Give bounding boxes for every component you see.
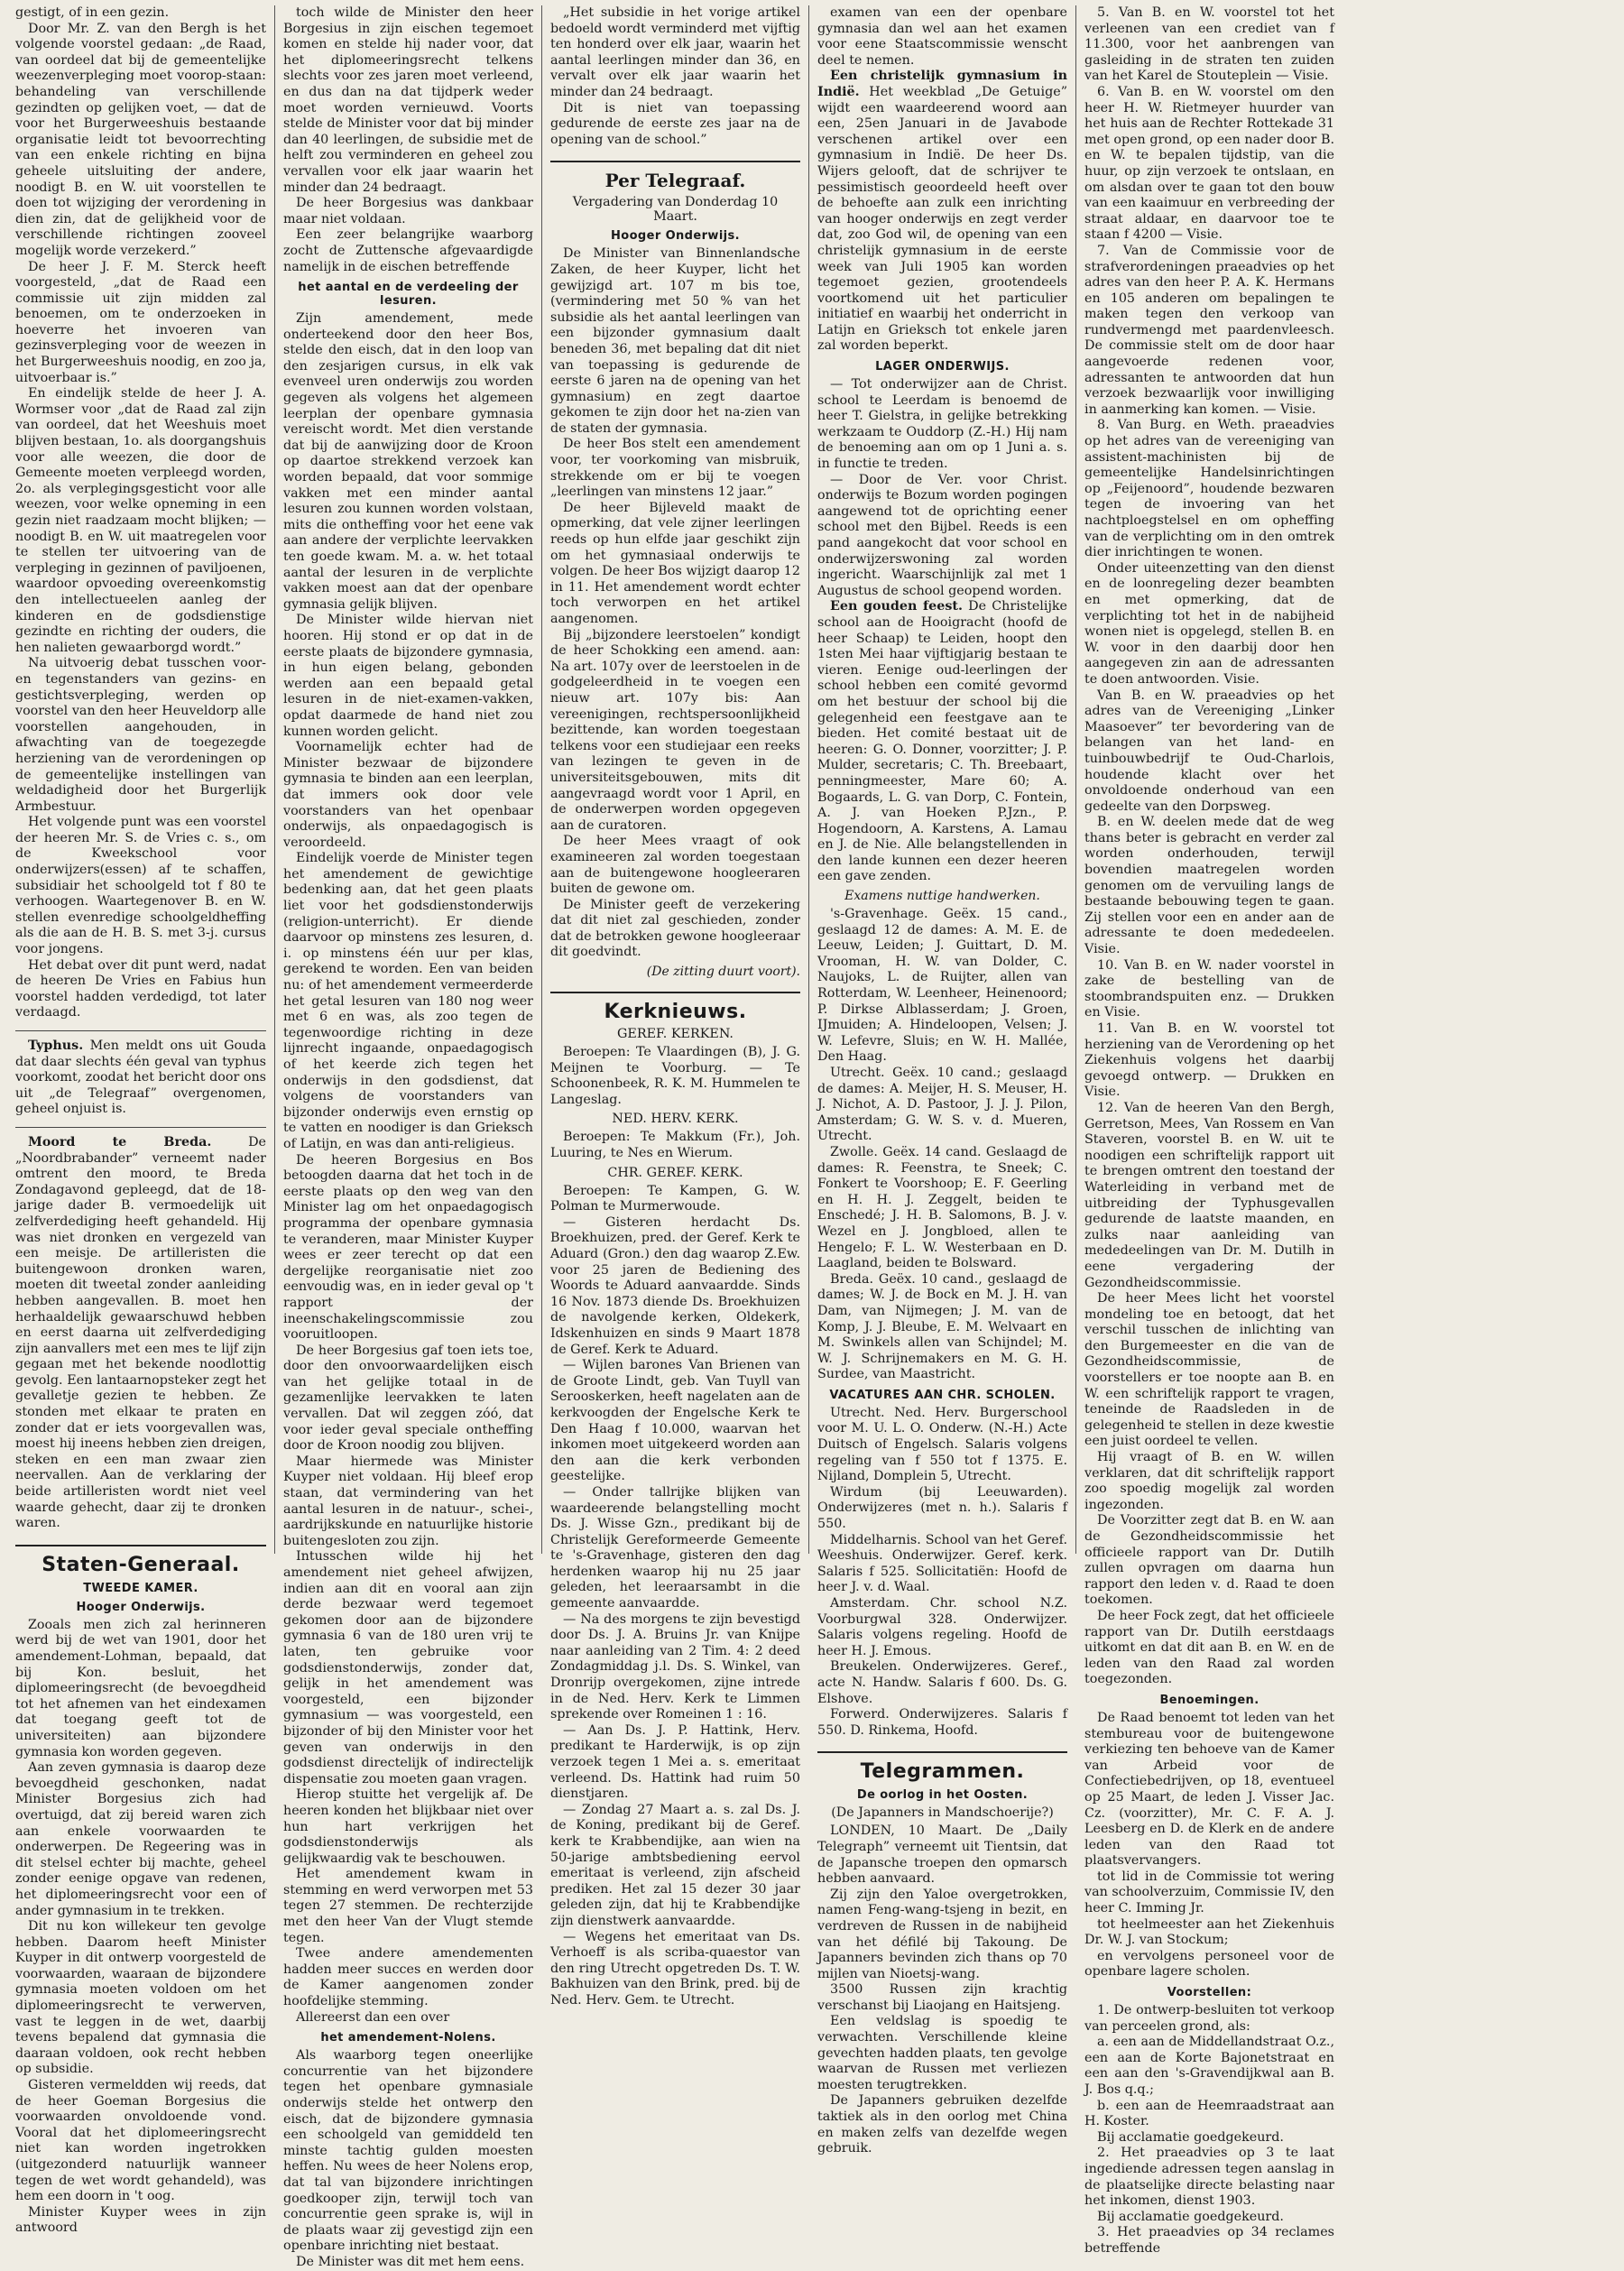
paragraph: De heer Mees vraagt of ook examineeren zal worden toegestaan aan de buitengewone hoogleeraren buiten de gewone om. xyxy=(550,834,800,897)
sub-heading: Hooger Onderwijs. xyxy=(76,1600,206,1614)
section-heading: Per Telegraaf. xyxy=(604,170,746,192)
paragraph-lead: Moord te Breda. xyxy=(28,1134,212,1149)
paragraph: — Aan Ds. J. P. Hattink, Herv. predikant te Harderwijk, is op zijn verzoek tegen 1 Mei a. s. emeritaat verleend. Ds. Hattink had ruim 50 dienstjaren. xyxy=(550,1722,800,1802)
paragraph: Eindelijk voerde de Minister tegen het amendement de gewichtige bedenking aan, dat het geen plaats liet voor het godsdienstonderwijs (religion-unterricht). Er diende daarvoor op minstens zes lesuren, d. i. op minstens één uur per klas, gerekend te worden. Een van beiden nu: of het amendement vermeerderde het getal lesuren van 180 nog weer met 6 en was, als zoo tegen de tegenwoordige richting in deze lijnrecht ingaande, onpaedagogisch of het keerde zich tegen het onderwijs in den godsdienst, dat volgens de voorstanders van bijzonder onderwijs even ernstig op te vatten en noodiger is dan Grieksch of Latijn, en was dan anti-religieus. xyxy=(283,851,533,1151)
paragraph: Utrecht. Geëx. 10 cand.; geslaagd de dames: A. Meijer, H. S. Meuser, H. J. Nichot, A. D. Pastoor, J. J. J. Pilon, Amsterdam; G. W. S. v. d. Mueren, Utrecht. xyxy=(817,1066,1067,1144)
paragraph: Dit nu kon willekeur ten gevolge hebben. Daarom heeft Minister Kuyper in dit ontwerp voorgesteld de voorwaarden, waaraan de bijzondere gymnasia moeten voldoen om het diplomeeringsrecht te verwerven, vast te leggen in de wet, daarbij tevens bepalend dat gymnasia die daaraan voldoen, ook recht hebben op subsidie. xyxy=(15,1919,266,2077)
paragraph: De heer Fock zegt, dat het officieele rapport van Dr. Dutilh eerstdaags uitkomt en dat dit aan B. en W. en de leden van den Raad zal worden toegezonden. xyxy=(1084,1608,1334,1687)
sub-heading: Hooger Onderwijs. xyxy=(610,229,741,244)
paragraph: Het volgende punt was een voorstel der heeren Mr. S. de Vries c. s., om de Kweekschool voor onderwijzers(essen) af te schaffen, subsidiair het schoolgeld tot f 80 te verhoogen. Waartegenover B. en W. stellen evenredige schoolgeldheffing als die aan de H. B. S. met 3-j. cursus voor jongens. xyxy=(15,815,266,957)
paragraph: Zijn amendement, mede onderteekend door den heer Bos, stelde den eisch, dat in den loop van den zesjarigen cursus, in elk vak evenveel uren onderwijs zou worden gegeven als volgens het algemeen leerplan der openbare gymnasia vereischt wordt. Met dien verstande dat bij de aanwijzing door de Kroon op daartoe strekkend verzoek kan worden bepaald, dat voor sommige vakken met een minder aantal lesuren zou kunnen worden volstaan, mits die ontheffing voor het eene vak aan andere der verplichte leervakken ten goede kwam. M. a. w. het totaal aantal der lesuren in de verplichte vakken moest aan dat der openbare gymnasia gelijk blijven. xyxy=(283,311,533,612)
section-divider xyxy=(15,1127,266,1128)
paragraph: Onder uiteenzetting van den dienst en de loonregeling dezer beambten en met opmerking, dat de verplichting tot het in de nabijheid wonen niet is opgelegd, stellen B. en W. voor in den daarbij door hen aangegeven zin aan de adressanten te doen antwoorden. Visie. xyxy=(1084,560,1334,687)
section-divider xyxy=(15,1030,266,1031)
paragraph-body: Het weekblad „De Getuige” wijdt een waardeerend woord aan een, 25en Januari in de Javabode verschenen artikel over een gymnasium in Indië. De heer Ds. Wijers gelooft, dat de schrijver te pessimistisch geoordeeld heeft over de behoefte aan zulk een inrichting van hooger onderwijs en zegt verder dat, zoo God wil, de opening van een christelijk gymnasium in de eerste week van Juli 1905 kan worden tegemoet gezien, grootendeels voortkomend uit het particulier initiatief en waarbij het onderricht in Latijn en Grieksch tot enkele jaren zal worden beperkt. xyxy=(817,84,1067,354)
paragraph: Maar hiermede was Minister Kuyper niet voldaan. Hij bleef erop staan, dat vermindering van het aantal lesuren in de natuur-, schei-, aardrijkskunde en natuurlijke historie buitengesloten zou zijn. xyxy=(283,1454,533,1548)
paragraph: De Minister geeft de verzekering dat dit niet zal geschieden, zonder dat de betrokken gewone hoogleeraar dit goedvindt. xyxy=(550,897,800,960)
section-heading: Telegrammen. xyxy=(860,1760,1025,1784)
section-divider xyxy=(550,992,800,993)
paragraph: 11. Van B. en W. voorstel tot herziening van de Verordening op het Ziekenhuis volgens het daarbij gevoegd ontwerp. — Drukken en Visie. xyxy=(1084,1021,1334,1100)
paragraph-body: De Christelijke school aan de Hooigracht (hoofd de heer Schaap) te Leiden, hoopt den 1sten Mei haar vijftigjarig bestaan te vieren. Eenige oud-leerlingen der school hebben een comité gevormd om het bestuur der school bij die gelegenheid een feestgave aan te bieden. Het comité bestaat uit de heeren: G. O. Donner, voorzitter; J. P. Mulder, secretaris; C. Th. Breebaart, penningmeester, Mare 60; A. Bogaards, L. G. van Dorp, C. Fontein, A. J. van Hoeken P.Jzn., P. Hogendoorn, A. Karstens, A. Lamau en J. de Nie. Alle belangstellenden in den lande kunnen een dezer heeren een gave zenden. xyxy=(817,599,1068,884)
paragraph: — Wijlen barones Van Brienen van de Groote Lindt, geb. Van Tuyll van Serooskerken, heeft nagelaten aan de kerkvoogden der Engelsche Kerk te Den Haag f 10.000, waarvan het inkomen moet uitgekeerd worden aan den aan die kerk verbonden geestelijke. xyxy=(550,1358,800,1484)
paragraph: — Door de Ver. voor Christ. onderwijs te Bozum worden pogingen aangewend tot de oprichting eener school met den Bijbel. Reeds is een pand aangekocht dat voor school en onderwijzerswoning zal worden ingericht. Waarschijnlijk zal met 1 Augustus de school geopend worden. xyxy=(817,472,1067,598)
centered-line: GEREF. KERKEN. xyxy=(617,1027,734,1042)
paragraph: — Wegens het emeritaat van Ds. Verhoeff is als scriba-quaestor van den ring Utrecht opgetreden Ds. T. W. Bakhuizen van den Brink, pred. bij de Ned. Herv. Gem. te Utrecht. xyxy=(550,1929,800,2008)
paragraph: 6. Van B. en W. voorstel om den heer H. W. Rietmeyer huurder van het huis aan de Rechter Rottekade 31 met open grond, op een nader door B. en W. te bepalen tijdstip, van die huur, op zijn verzoek te ontslaan, en om alsdan over te gaan tot den bouw van een kaaimuur en verbreeding der straat aldaar, en daarvoor toe te staan f 4200 — Visie. xyxy=(1084,84,1334,243)
paragraph: Na uitvoerig debat tusschen voor- en tegenstanders van gezins- en gestichtsverpleging, werden op voorstel van den heer Heuveldorp alle voorstellen aangehouden, in afwachting van de toegezegde herziening van de verordeningen op de gemeentelijke instellingen van weldadigheid door het Burgerlijk Armbestuur. xyxy=(15,656,266,814)
paragraph: De heeren Borgesius en Bos betoogden daarna dat het toch in de eerste plaats op den weg van den Minister lag om het onpaedagogisch programma der openbare gymnasia te veranderen, maar Minister Kuyper wees er zeer terecht op dat een dergelijke reorganisatie niet zoo eenvoudig was, en in ieder geval op 't rapport der ineenschakelingscommissie zou vooruitloopen. xyxy=(283,1152,533,1343)
centered-line: Vergadering van Donderdag 10 Maart. xyxy=(572,195,779,225)
sub-heading: het aantal en de verdeeling der lesuren. xyxy=(298,281,519,309)
section-divider xyxy=(550,161,800,162)
paragraph: 12. Van de heeren Van den Bergh, Gerretson, Mees, Van Rossem en Van Staveren, voorstel B. en W. uit te noodigen een schriftelijk rapport uit te brengen omtrent den toestand der Waterleiding in verband met de uitbreiding der Typhusgevallen gedurende de laatste maanden, en zulks naar aanleiding van mededeelingen van Dr. M. Dutilh in eene vergadering der Gezondheidscommissie. xyxy=(1084,1100,1334,1290)
paragraph: LONDEN, 10 Maart. De „Daily Telegraph” verneemt uit Tientsin, dat de Japansche troepen den opmarsch hebben aanvaard. xyxy=(817,1823,1067,1887)
sub-heading: LAGER ONDERWIJS. xyxy=(875,360,1010,374)
paragraph: De heer Borgesius was dankbaar maar niet voldaan. xyxy=(283,196,533,226)
section-heading: Kerknieuws. xyxy=(604,1001,747,1024)
paragraph: Van B. en W. praeadvies op het adres van de Vereeniging „Linker Maasoever” ter bevordering van de belangen van het land- en tuinbouwbedrijf te Oud-Charlois, houdende klacht over het onvoldoende onderhoud van een gedeelte van den Dorpsweg. xyxy=(1084,688,1334,814)
paragraph: De heer Mees licht het voorstel mondeling toe en betoogt, dat het verschil tusschen de inlichting van den Burgemeester en die van de Gezondheidscommissie, de voorstellers er toe noopte aan B. en W. een schriftelijk rapport te vragen, teneinde de Raadsleden in de gelegenheid te stellen in deze kwestie een juist oordeel te vellen. xyxy=(1084,1291,1335,1449)
paragraph: Twee andere amendementen hadden meer succes en werden door de Kamer aangenomen zonder hoofdelijke stemming. xyxy=(283,1946,533,2009)
paragraph: Minister Kuyper wees in zijn antwoord xyxy=(15,2204,266,2236)
paragraph: 's-Gravenhage. Geëx. 15 cand., geslaagd 12 de dames: A. M. E. de Leeuw, Leiden; J. Guittart, D. M. Vrooman, H. W. van Dolder, C. Naujoks, L. de Ruijter, allen van Rotterdam, W. Leenheer, Heinenoord; P. Dirkse Alblasserdam; J. Groen, IJmuiden; A. Hindeloopen, Velsen; J. W. Lefevre, Sluis; en W. H. Mallée, Den Haag. xyxy=(817,907,1067,1065)
paragraph: Forwerd. Onderwijzeres. Salaris f 550. D. Rinkema, Hoofd. xyxy=(817,1707,1067,1738)
paragraph: De heer Bijleveld maakt de opmerking, dat vele zijner leerlingen reeds op hun elfde jaar geschikt zijn om het gymnasiaal onderwijs te volgen. De heer Bos wijzigt daarop 12 in 11. Het amendement wordt echter toch verworpen en het artikel aangenomen. xyxy=(550,500,800,626)
paragraph: examen van een der openbare gymnasia dan wel aan het examen voor eene Staatscommissie wenscht deel te nemen. xyxy=(817,5,1067,68)
paragraph: Bij acclamatie goedgekeurd. xyxy=(1097,2209,1284,2224)
paragraph: — Gisteren herdacht Ds. Broekhuizen, pred. der Geref. Kerk te Aduard (Gron.) den dag waarop Z.Ew. voor 25 jaren de Bediening des Woords te Aduard aanvaardde. Sinds 16 Nov. 1873 diende Ds. Broekhuizen de navolgende kerken, Oldekerk, Idskenhuizen en sinds 9 Maart 1878 de Geref. Kerk te Aduard. xyxy=(550,1214,800,1357)
paragraph: Intusschen wilde hij het amendement niet geheel afwijzen, indien aan dit en vooral aan zijn derde bezwaar werd tegemoet gekomen door aan de bijzondere gymnasia 6 van de 180 uren vrij te laten, ten gebruike voor godsdienstonderwijs, zonder dat, gelijk in het amendement was voorgesteld, een bijzonder gymnasium — was voorgesteld, een bijzonder of bij den Minister voor het geven van onderwijs in den godsdienst directelijk of indirectelijk dispensatie zou moeten gaan vragen. xyxy=(283,1549,533,1786)
paragraph: De heer Borgesius gaf toen iets toe, door den onvoorwaardelijken eisch van het gelijke totaal in de gezamenlijke leervakken te laten vervallen. Dat wil zeggen zóó, dat voor ieder geval speciale ontheffing door de Kroon noodig zou blijven. xyxy=(283,1343,533,1454)
paragraph: De Raad benoemt tot leden van het stembureau voor de buitengewone verkiezing ten behoeve van de Kamer van Arbeid voor de Confectiebedrijven, op 18, eventueel op 25 Maart, de leden J. Visser Jac. Cz. (voorzitter), Mr. C. F. A. J. Leesberg en D. de Klerk en de andere leden van den Raad tot plaatsvervangers. xyxy=(1084,1710,1334,1869)
paragraph: 3500 Russen zijn krachtig verschanst bij Liaojang en Haitsjeng. xyxy=(817,1982,1067,2013)
paragraph-body: De „Noordbrabander” verneemt nader omtrent den moord, te Breda Zondagavond gepleegd, dat de 18-jarige dader B. vermoedelijk uit zelfverdediging heeft gehandeld. Hij was niet dronken en vergezeld van een meisje. De artilleristen die buitengewoon dronken waren, moeten dit tweetal zonder aanleiding hebben aangevallen. B. moet hen herhaaldelijk gewaarschuwd hebben en eerst daarna uit zelfverdediging zijn aanvallers met een mes te lijf zijn gegaan met het bekende noodlottig gevolg. Een lantaarnopsteker zegt het gevalletje gezien te hebben. Ze stonden met elkaar te praten en zonder dat er iets voorgevallen was, moest hij ineens hebben zien dreigen, steken en een man zwaar zien neervallen. Aan de verklaring der beide artilleristen wordt niet veel waarde gehecht, daar zij te dronken waren. xyxy=(15,1134,266,1531)
sub-heading: De oorlog in het Oosten. xyxy=(856,1788,1029,1803)
closing-note: (De zitting duurt voort). xyxy=(646,965,800,980)
sub-heading: Benoemingen. xyxy=(1159,1693,1260,1707)
column-2 xyxy=(274,5,541,2269)
paragraph: Een veldslag is spoedig te verwachten. Verschillende kleine gevechten hadden plaats, ten gevolge waarvan de Russen met verliezen moesten terugtrekken. xyxy=(817,2014,1067,2092)
sub-heading: TWEEDE KAMER. xyxy=(83,1581,198,1595)
paragraph xyxy=(15,1135,266,1532)
paragraph: De Japanners gebruiken dezelfde taktiek als in den oorlog met China en maken zelfs van dezelfde wegen gebruik. xyxy=(817,2093,1067,2156)
paragraph: Hij vraagt of B. en W. willen verklaren, dat dit schriftelijk rapport zoo spoedig mogelijk zal worden ingezonden. xyxy=(1084,1450,1334,1512)
paragraph: Beroepen: Te Kampen, G. W. Polman te Murmerwoude. xyxy=(550,1183,800,1214)
centered-line: NED. HERV. KERK. xyxy=(612,1112,739,1127)
paragraph: 1. De ontwerp-besluiten tot verkoop van perceelen grond, als: xyxy=(1084,2003,1334,2034)
paragraph: Utrecht. Ned. Herv. Burgerschool voor M. U. L. O. Onderw. (N.-H.) Acte Duitsch of Engelsch. Salaris volgens regeling van f 550 tot f 1375. E. Nijland, Domplein 5, Utrecht. xyxy=(817,1405,1067,1484)
paragraph: Allereerst dan een over xyxy=(296,2009,450,2025)
paragraph: De Minister wilde hiervan niet hooren. Hij stond er op dat in de eerste plaats de bijzondere gymnasia, in hun eigen belang, gebonden werden aan een bepaald getal lesuren in de niet-examen-vakken, opdat daarmede de hand niet zou kunnen worden gelicht. xyxy=(283,613,533,739)
centered-line: CHR. GEREF. KERK. xyxy=(607,1165,743,1180)
paragraph: 5. Van B. en W. voorstel tot het verleenen van een crediet van f 11.300, voor het aanbrengen van gasleiding in de straten ten zuiden van het Karel de Stouteplein — Visie. xyxy=(1084,5,1334,84)
paragraph: Wirdum (bij Leeuwarden). Onderwijzeres (met n. h.). Salaris f 550. xyxy=(817,1484,1067,1532)
paragraph: „Het subsidie in het vorige artikel bedoeld wordt verminderd met vijftig ten honderd over elk jaar, waarin het aantal leerlingen minder dan 36, en vervalt over elk jaar waarin het minder dan 24 bedraagt. xyxy=(550,5,800,99)
paragraph: B. en W. deelen mede dat de weg thans beter is gebracht en verder zal worden onderhouden, terwijl bovendien maatregelen worden genomen om de vervuiling langs de bestaande bebouwing tegen te gaan. Zij stellen voor een en ander aan de adressante te doen mededeelen. Visie. xyxy=(1084,815,1334,957)
paragraph: Het amendement kwam in stemming en werd verworpen met 53 tegen 27 stemmen. De rechterzijde met den heer Van der Vlugt stemde tegen. xyxy=(283,1867,533,1945)
paragraph: Aan zeven gymnasia is daarop deze bevoegdheid geschonken, nadat Minister Borgesius zich had overtuigd, dat zij bereid waren zich aan enkele voorwaarden te onderwerpen. De Regeering was in dit stelsel echter bij machte, geheel zonder eenige opgave van redenen, het diplomeeringsrecht voor een of ander gymnasium in te trekken. xyxy=(15,1760,266,1918)
paragraph: — Tot onderwijzer aan de Christ. school te Leerdam is benoemd de heer T. Gielstra, in gelijke betrekking werkzaam te Ouddorp (Z.-H.) Hij nam de benoeming aan om op 1 Juni a. s. in functie te treden. xyxy=(817,377,1067,472)
paragraph: b. een aan de Heemraadstraat aan H. Koster. xyxy=(1084,2098,1334,2129)
column-5 xyxy=(1075,5,1343,2256)
paragraph xyxy=(15,1039,266,1118)
italic-heading: Examens nuttige handwerken. xyxy=(844,889,1040,904)
paragraph: — Onder tallrijke blijken van waardeerende belangstelling mocht Ds. J. Wisse Gzn., predikant bij de Christelijk Gereformeerde Gemeente te 's-Gravenhage, gisteren den dag herdenken waarop hij nu 25 jaar geleden, het leeraarsambt in die gemeente aanvaardde. xyxy=(550,1484,800,1611)
paragraph: a. een aan de Middellandstraat O.z., een aan de Korte Bajonetstraat en een aan den 's-Gravendijkwal aan B. J. Bos q.q.; xyxy=(1084,2035,1334,2097)
section-divider xyxy=(15,1545,266,1546)
section-divider xyxy=(817,1751,1067,1753)
paragraph: Voornamelijk echter had de Minister bezwaar de bijzondere gymnasia te binden aan een leerplan, dat immers ook door vele voorstanders van het openbaar onderwijs, als onpaedagogisch is veroordeeld. xyxy=(283,740,533,850)
paragraph: tot heelmeester aan het Ziekenhuis Dr. W. J. van Stockum; xyxy=(1084,1916,1334,1948)
paragraph-body: Men meldt ons uit Gouda dat daar slechts één geval van typhus voorkomt, zoodat het bericht door ons uit „de Telegraaf” overgenomen, geheel onjuist is. xyxy=(15,1039,266,1117)
paragraph: Beroepen: Te Vlaardingen (B), J. G. Meijnen te Voorburg. — Te Schoonenbeek, R. K. M. Hummelen te Langeslag. xyxy=(550,1045,800,1107)
paragraph: 10. Van B. en W. nader voorstel in zake de bestelling van de stoombrandspuiten enz. — Drukken en Visie. xyxy=(1084,957,1334,1020)
paragraph: De Minister van Binnenlandsche Zaken, de heer Kuyper, licht het gewijzigd art. 107 m bis toe, (vermindering met 50 % van het subsidie als het aantal leerlingen van een bijzonder gymnasium daalt beneden 36, met bepaling dat dit niet van toepassing is gedurende de eerste 6 jaren na de opening van het gymnasium) en zegt daartoe gekomen te zijn door het na-zien van de staten der gymnasia. xyxy=(550,246,800,436)
paragraph: tot lid in de Commissie tot wering van schoolverzuim, Commissie IV, den heer C. Imming Jr. xyxy=(1084,1869,1334,1916)
paragraph: Middelharnis. School van het Geref. Weeshuis. Onderwijzer. Geref. kerk. Salaris f 525. Sollicitatiën: Hoofd de heer J. v. d. Waal. xyxy=(817,1532,1067,1595)
paragraph: Zooals men zich zal herinneren werd bij de wet van 1901, door het amendement-Lohman, bepaald, dat bij Kon. besluit, het diplomeeringsrecht (de bevoegdheid tot het afnemen van het eindexamen dat toegang geeft tot de universiteiten) aan bijzondere gymnasia kon worden gegeven. xyxy=(15,1617,266,1759)
paragraph-lead: Typhus. xyxy=(28,1039,84,1053)
paragraph: Breda. Geëx. 10 cand., geslaagd de dames; W. J. de Bock en M. J. H. van Dam, van Nijmegen; J. M. van de Komp, J. J. Bleube, E. M. Welvaart en M. Swinkels allen van Schijndel; M. W. J. Schrijnemakers en M. G. H. Surdee, van Maastricht. xyxy=(817,1271,1067,1382)
paragraph: Bij „bijzondere leerstoelen” kondigt de heer Schokking een amend. aan: Na art. 107y over de leerstoelen in de godgeleerdheid in te voegen een nieuw art. 107y bis: Aan vereenigingen, rechtspersoonlijkheid bezittende, kan worden toegestaan telkens voor een studiejaar een reeks van lezingen te geven in de universiteitsgebouwen, mits dit aangevraagd wordt voor 1 April, en de onderwerpen worden opgegeven aan de curatoren. xyxy=(550,627,800,833)
paragraph: 2. Het praeadvies op 3 te laat ingediende adressen tegen aanslag in de plaatselijke directe belasting naar het inkomen, dienst 1903. xyxy=(1084,2146,1334,2209)
paragraph: Zij zijn den Yaloe overgetrokken, namen Feng-wang-tsjeng in bezit, en verdreven de Russen in de nabijheid van het défilé bij Takoung. De Japanners bevinden zich thans op 70 mijlen van Nioetsj-wang. xyxy=(817,1887,1067,1981)
section-heading: Staten-Generaal. xyxy=(42,1553,240,1576)
paragraph: Amsterdam. Chr. school N.Z. Voorburgwal 328. Onderwijzer. Salaris volgens regeling. Hoofd de heer H. J. Emous. xyxy=(817,1596,1067,1658)
paragraph: De Voorzitter zegt dat B. en W. aan de Gezondheidscommissie het officieele rapport van Dr. Dutilh zullen opvragen om daarna hun rapport den leden v. d. Raad te doen toekomen. xyxy=(1084,1513,1334,1608)
paragraph-lead: Een gouden feest. xyxy=(830,599,963,614)
paragraph-lead: Een christelijk gymnasium in Indië. xyxy=(817,69,1067,99)
sub-heading: VACATURES AAN CHR. SCHOLEN. xyxy=(829,1388,1056,1402)
paragraph: Als waarborg tegen oneerlijke concurrentie van het bijzondere tegen het openbare gymnasiale onderwijs stelde het ontwerp den eisch, dat de bijzondere gymnasia een schoolgeld van gemiddeld ten minste tachtig gulden moesten heffen. Nu wees de heer Nolens erop, dat tal van bijzondere inrichtingen goedkooper zijn, terwijl toch van concurrentie geen sprake is, wijl in de plaats waar zij gevestigd zijn een openbare inrichting niet bestaat. xyxy=(283,2048,533,2254)
paragraph: Zwolle. Geëx. 14 cand. Geslaagd de dames: R. Feenstra, te Sneek; C. Fonkert te Voorshoop; E. F. Geerling en H. H. J. Zeggelt, beiden te Enschedé; J. H. B. Salomons, B. J. v. Wezel en J. Jongbloed, allen te Hengelo; F. L. W. Westerbaan en D. Laagland, beiden te Bolsward. xyxy=(817,1144,1067,1271)
sub-heading: het amendement-Nolens. xyxy=(320,2031,496,2045)
paragraph: toch wilde de Minister den heer Borgesius in zijn eischen tegemoet komen en stelde hij nader voor, dat het diplomeeringsrecht telkens slechts voor zes jaren moet verleend, en dus dan na dat tijdperk weder moet worden vernieuwd. Voorts stelde de Minister voor dat bij minder dan 40 leerlingen, de subsidie met de helft zou verminderen en geheel zou vervallen voor elk jaar waarin het minder dan 24 bedraagt. xyxy=(283,5,533,195)
paragraph: De heer J. F. M. Sterck heeft voorgesteld, „dat de Raad een commissie uit zijn midden zal benoemen, om te onderzoeken in hoeverre het invoeren van gezinsverpleging voor de weezen in het Burgerweeshuis noodig, en zoo ja, uitvoerbaar is.” xyxy=(15,259,266,385)
paragraph: 7. Van de Commissie voor de strafverordeningen praeadvies op het adres van den heer P. A. K. Hermans en 105 anderen om bepalingen te maken tegen den verkoop van rundvermengd met paardenvleesch. De commissie stelt om de door haar aangevoerde redenen voor, adressanten te antwoorden dat hun verzoek bezwaarlijk voor inwilliging in aanmerking kan komen. — Visie. xyxy=(1084,243,1334,417)
paragraph: Bij acclamatie goedgekeurd. xyxy=(1097,2129,1284,2145)
centered-line: (De Japanners in Mandschoerije?) xyxy=(831,1805,1054,1821)
paragraph: Dit is niet van toepassing gedurende de eerste zes jaar na de opening van de school.” xyxy=(550,100,800,147)
paragraph: Beroepen: Te Makkum (Fr.), Joh. Luuring, te Nes en Wierum. xyxy=(550,1130,800,1161)
paragraph: gestigt, of in een gezin. xyxy=(15,5,170,20)
paragraph: — Na des morgens te zijn bevestigd door Ds. J. A. Bruins Jr. van Knijpe naar aanleiding van 2 Tim. 4: 2 deed Zondagmiddag j.l. Ds. S. Winkel, van Dronrijp overgekomen, zijne intrede in de Ned. Herv. Kerk te Limmen sprekende over Romeinen 1 : 16. xyxy=(550,1611,800,1722)
paragraph: Door Mr. Z. van den Bergh is het volgende voorstel gedaan: „de Raad, van oordeel dat bij de gemeentelijke weezenverpleging moet voorop-staan: behandeling van verschillende gezindten op gelijken voet, — dat de voor het Burgerweeshuis bestaande organisatie leidt tot bevoorrechting van een enkele richting en bijna geheele uitsluiting der andere, noodigt B. en W. uit voorstellen te doen tot wijziging der verordening in dien zin, dat de gelijkheid voor de verschillende richtingen zooveel mogelijk worde verzekerd.” xyxy=(15,21,266,258)
sub-heading: Voorstellen: xyxy=(1167,1986,1252,2000)
column-3 xyxy=(541,5,808,2008)
paragraph: De Minister was dit met hem eens. xyxy=(296,2254,525,2269)
column-1 xyxy=(7,5,274,2236)
paragraph: De heer Bos stelt een amendement voor, ter voorkoming van misbruik, strekkende om er bij te voegen „leerlingen van minstens 12 jaar.” xyxy=(550,437,800,500)
paragraph: Hierop stuitte het vergelijk af. De heeren konden het blijkbaar niet over hun hart verkrijgen het godsdienstonderwijs als gelijkwaardig vak te beschouwen. xyxy=(283,1787,533,1866)
paragraph: Gisteren vermeldden wij reeds, dat de heer Goeman Borgesius die voorwaarden onvoldoende vond. Vooral dat het diplomeeringsrecht niet kan worden ingetrokken (uitgezonderd natuurlijk wanneer tegen de wet wordt gehandeld), was hem een doorn in 't oog. xyxy=(15,2078,266,2204)
column-4 xyxy=(808,5,1075,2156)
paragraph: Een zeer belangrijke waarborg zocht de Zuttensche afgevaardigde namelijk in de eischen betreffende xyxy=(283,227,533,274)
paragraph: — Zondag 27 Maart a. s. zal Ds. J. de Koning, predikant bij de Geref. kerk te Krabbendijke, aan wien na 50-jarige ambtsbediening eervol emeritaat is verleend, zijn afscheid prediken. Het zal 15 dezer 30 jaar geleden zijn, dat hij te Krabbendijke zijn dienstwerk aanvaardde. xyxy=(550,1802,800,1928)
paragraph: Breukelen. Onderwijzeres. Geref., acte N. Handw. Salaris f 600. Ds. G. Elshove. xyxy=(817,1659,1067,1706)
paragraph xyxy=(817,599,1067,885)
paragraph: 3. Het praeadvies op 34 reclames betreffende xyxy=(1084,2225,1334,2256)
paragraph: 8. Van Burg. en Weth. praeadvies op het adres van de vereeniging van assistent-machinisten bij de gemeentelijke Handelsinrichtingen op „Feijenoord”, houdende bezwaren tegen de invoering van het nachtploegstelsel en om opheffing van de verplichting om in den omtrek dier inrichtingen te wonen. xyxy=(1084,418,1334,560)
paragraph: En eindelijk stelde de heer J. A. Wormser voor „dat de Raad zal zijn van oordeel, dat het Weeshuis moet blijven bestaan, 1o. als doorgangshuis voor alle weezen, die door de Gemeente moeten verpleegd worden, 2o. als verplegingsgesticht voor alle weezen, voor welke opneming in een gezin niet raadzaam mocht blijken; — noodigt B. en W. uit maatregelen voor te stellen ter uitvoering van de verpleging in gezinnen of paviljoenen, waardoor opvoeding overeenkomstig den intellectueelen aanleg der kinderen en de godsdienstige gezindte en richting der ouders, die hen nalieten gewaarborgd wordt.” xyxy=(15,386,266,655)
paragraph: Het debat over dit punt werd, nadat de heeren De Vries en Fabius hun voorstel hadden verdedigd, tot later verdaagd. xyxy=(15,957,266,1020)
paragraph xyxy=(817,69,1067,355)
paragraph: en vervolgens personeel voor de openbare lagere scholen. xyxy=(1084,1948,1334,1980)
